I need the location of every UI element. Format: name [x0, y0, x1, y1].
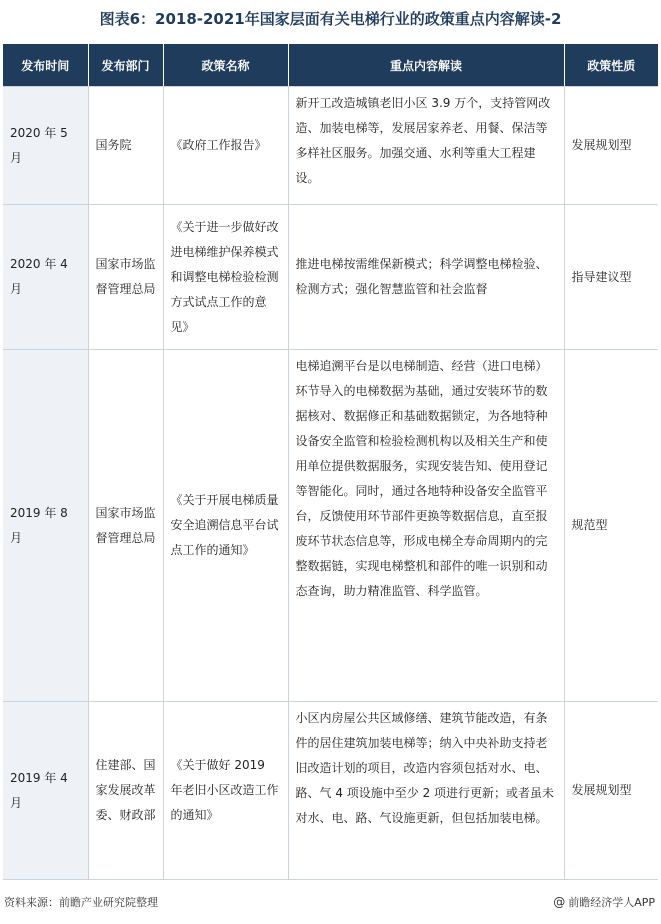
- cell-date: 2019 年 4 月: [3, 702, 88, 880]
- cell-date: 2019 年 8 月: [3, 350, 88, 702]
- brand-label: 前瞻经济学人APP: [568, 896, 655, 909]
- policy-table: [3, 44, 658, 880]
- at-icon: @: [553, 895, 566, 909]
- page-title: 图表6：2018-2021年国家层面有关电梯行业的政策重点内容解读-2: [99, 10, 562, 28]
- cell-date: 2020 年 4 月: [3, 205, 88, 350]
- table-row: [3, 702, 658, 880]
- header-date: 发布时间: [3, 44, 88, 87]
- cell-nature: 发展规划型: [564, 87, 658, 205]
- cell-dept: 国家市场监督管理总局: [88, 205, 163, 350]
- cell-nature: 指导建议型: [564, 205, 658, 350]
- table-row: [3, 205, 658, 350]
- cell-nature: 规范型: [564, 350, 658, 702]
- cell-dept: 住建部、国家发展改革委、财政部: [88, 702, 163, 880]
- table-header-row: [3, 44, 658, 87]
- table-row: [3, 350, 658, 702]
- cell-dept: 国家市场监督管理总局: [88, 350, 163, 702]
- header-nature: 政策性质: [564, 44, 658, 87]
- cell-nature: 发展规划型: [564, 702, 658, 880]
- brand-credit: [553, 894, 655, 910]
- cell-policy: 《关于开展电梯质量安全追溯信息平台试点工作的通知》: [163, 350, 288, 702]
- cell-policy: 《政府工作报告》: [163, 87, 288, 205]
- cell-policy: 《关于进一步做好改进电梯维护保养模式和调整电梯检验检测方式试点工作的意见》: [163, 205, 288, 350]
- header-policy: 政策名称: [163, 44, 288, 87]
- header-dept: 发布部门: [88, 44, 163, 87]
- cell-date: 2020 年 5 月: [3, 87, 88, 205]
- cell-content: 小区内房屋公共区域修缮、建筑节能改造，有条件的居住建筑加装电梯等；纳入中央补助支持老旧改造计划的项目，改造内容须包括对水、电、路、气 4 项设施中至少 2 项进行更新；或者虽未对水、电、路、气设施更新，但包括加装电梯。: [288, 702, 564, 880]
- cell-content: 电梯追溯平台是以电梯制造、经营（进口电梯）环节导入的电梯数据为基础，通过安装环节的数据核对、数据修正和基础数据锁定，为各地特种设备安全监管和检验检测机构以及相关生产和使用单位提供数据服务，实现安装告知、使用登记等智能化。同时，通过各地特种设备安全监管平台，反馈使用环节部件更换等数据信息，直至报废环节状态信息等，形成电梯全寿命周期内的完整数据链，实现电梯整机和部件的唯一识别和动态查询，助力精准监管、科学监管。: [288, 350, 564, 702]
- cell-content: 推进电梯按需维保新模式；科学调整电梯检验、检测方式；强化智慧监管和社会监督: [288, 205, 564, 350]
- table-row: [3, 87, 658, 205]
- header-content: 重点内容解读: [288, 44, 564, 87]
- cell-dept: 国务院: [88, 87, 163, 205]
- cell-policy: 《关于做好 2019 年老旧小区改造工作的通知》: [163, 702, 288, 880]
- cell-content: 新开工改造城镇老旧小区 3.9 万个，支持管网改造、加装电梯等，发展居家养老、用餐、保洁等多样社区服务。加强交通、水利等重大工程建设。: [288, 87, 564, 205]
- source-note: 资料来源：前瞻产业研究院整理: [4, 896, 158, 909]
